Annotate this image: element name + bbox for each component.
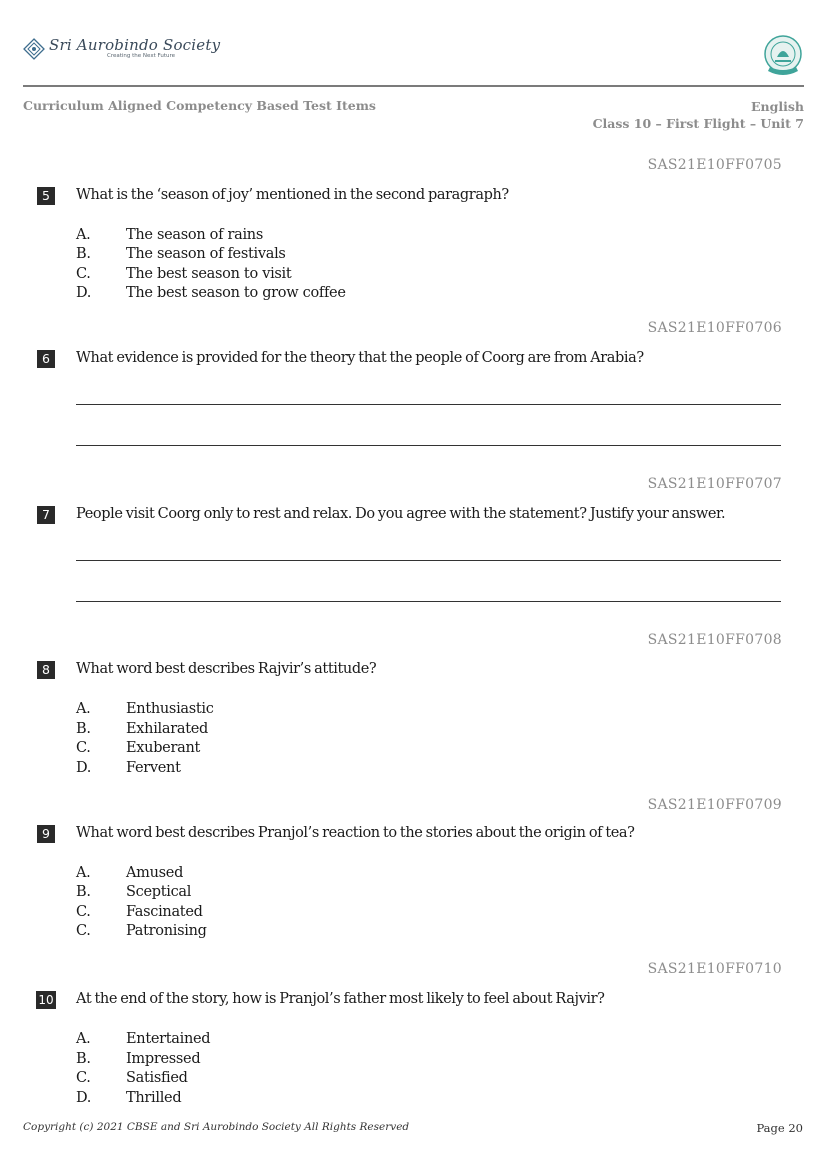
question-text: People visit Coorg only to rest and relax. Do you agree with the statement? Justify your answer. xyxy=(76,506,726,522)
question-number: 7 xyxy=(37,506,55,524)
answer-line[interactable] xyxy=(76,601,781,602)
item-code: SAS21E10FF0708 xyxy=(647,632,782,648)
subject-info xyxy=(593,98,804,132)
page-number: Page 20 xyxy=(756,1121,803,1135)
option-text[interactable]: Fervent xyxy=(126,760,181,776)
option-letter: B. xyxy=(76,1051,91,1067)
item-code: SAS21E10FF0705 xyxy=(647,157,782,173)
copyright-notice: Copyright (c) 2021 CBSE and Sri Aurobindo Society All Rights Reserved xyxy=(23,1121,410,1133)
option-text[interactable]: Sceptical xyxy=(126,884,192,900)
question-text: What word best describes Pranjol’s reaction to the stories about the origin of tea? xyxy=(76,825,635,841)
question-number: 5 xyxy=(37,187,55,205)
option-letter: A. xyxy=(76,701,91,717)
item-code: SAS21E10FF0709 xyxy=(647,797,782,813)
option-text[interactable]: The season of festivals xyxy=(126,246,286,262)
option-letter: C. xyxy=(76,923,91,939)
question-number: 9 xyxy=(37,825,55,843)
brand-tagline: Creating the Next Future xyxy=(107,53,175,60)
option-letter: C. xyxy=(76,1070,91,1086)
option-letter: D. xyxy=(76,285,92,301)
answer-line[interactable] xyxy=(76,560,781,561)
option-text[interactable]: The best season to visit xyxy=(126,266,292,282)
subject: English xyxy=(751,99,804,114)
option-text[interactable]: Amused xyxy=(126,865,184,881)
option-text[interactable]: Fascinated xyxy=(126,904,203,920)
option-text[interactable]: Impressed xyxy=(126,1051,201,1067)
option-text[interactable]: The season of rains xyxy=(126,227,263,243)
option-text[interactable]: Satisfied xyxy=(126,1070,188,1086)
option-text[interactable]: Patronising xyxy=(126,923,207,939)
option-text[interactable]: Enthusiastic xyxy=(126,701,214,717)
option-text[interactable]: Exuberant xyxy=(126,740,201,756)
option-letter: B. xyxy=(76,246,91,262)
option-letter: A. xyxy=(76,1031,91,1047)
item-code: SAS21E10FF0710 xyxy=(647,961,782,977)
option-letter: C. xyxy=(76,904,91,920)
question-text: What is the ‘season of joy’ mentioned in the second paragraph? xyxy=(76,187,509,203)
option-letter: D. xyxy=(76,760,92,776)
option-letter: C. xyxy=(76,740,91,756)
option-text[interactable]: Thrilled xyxy=(126,1090,182,1106)
option-letter: C. xyxy=(76,266,91,282)
option-letter: D. xyxy=(76,1090,92,1106)
option-letter: B. xyxy=(76,884,91,900)
option-text[interactable]: Exhilarated xyxy=(126,721,208,737)
option-letter: A. xyxy=(76,227,91,243)
question-number: 10 xyxy=(36,991,56,1009)
class-unit: Class 10 – First Flight – Unit 7 xyxy=(592,116,804,131)
question-text: What evidence is provided for the theory that the people of Coorg are from Arabia? xyxy=(76,350,644,366)
cbse-seal-icon xyxy=(760,33,806,79)
question-text: At the end of the story, how is Pranjol’s father most likely to feel about Rajvir? xyxy=(76,991,605,1007)
option-letter: B. xyxy=(76,721,91,737)
question-number: 6 xyxy=(37,350,55,368)
society-emblem-icon xyxy=(23,38,45,60)
item-code: SAS21E10FF0706 xyxy=(647,320,782,336)
item-code: SAS21E10FF0707 xyxy=(647,476,782,492)
question-text: What word best describes Rajvir’s attitude? xyxy=(76,661,377,677)
option-text[interactable]: Entertained xyxy=(126,1031,211,1047)
document-title: Curriculum Aligned Competency Based Test Items xyxy=(23,98,376,113)
answer-line[interactable] xyxy=(76,404,781,405)
brand-title: Sri Aurobindo Society xyxy=(49,36,221,55)
sri-aurobindo-society-logo xyxy=(23,38,220,60)
answer-line[interactable] xyxy=(76,445,781,446)
option-text[interactable]: The best season to grow coffee xyxy=(126,285,346,301)
option-letter: A. xyxy=(76,865,91,881)
header-divider xyxy=(23,85,804,87)
question-number: 8 xyxy=(37,661,55,679)
